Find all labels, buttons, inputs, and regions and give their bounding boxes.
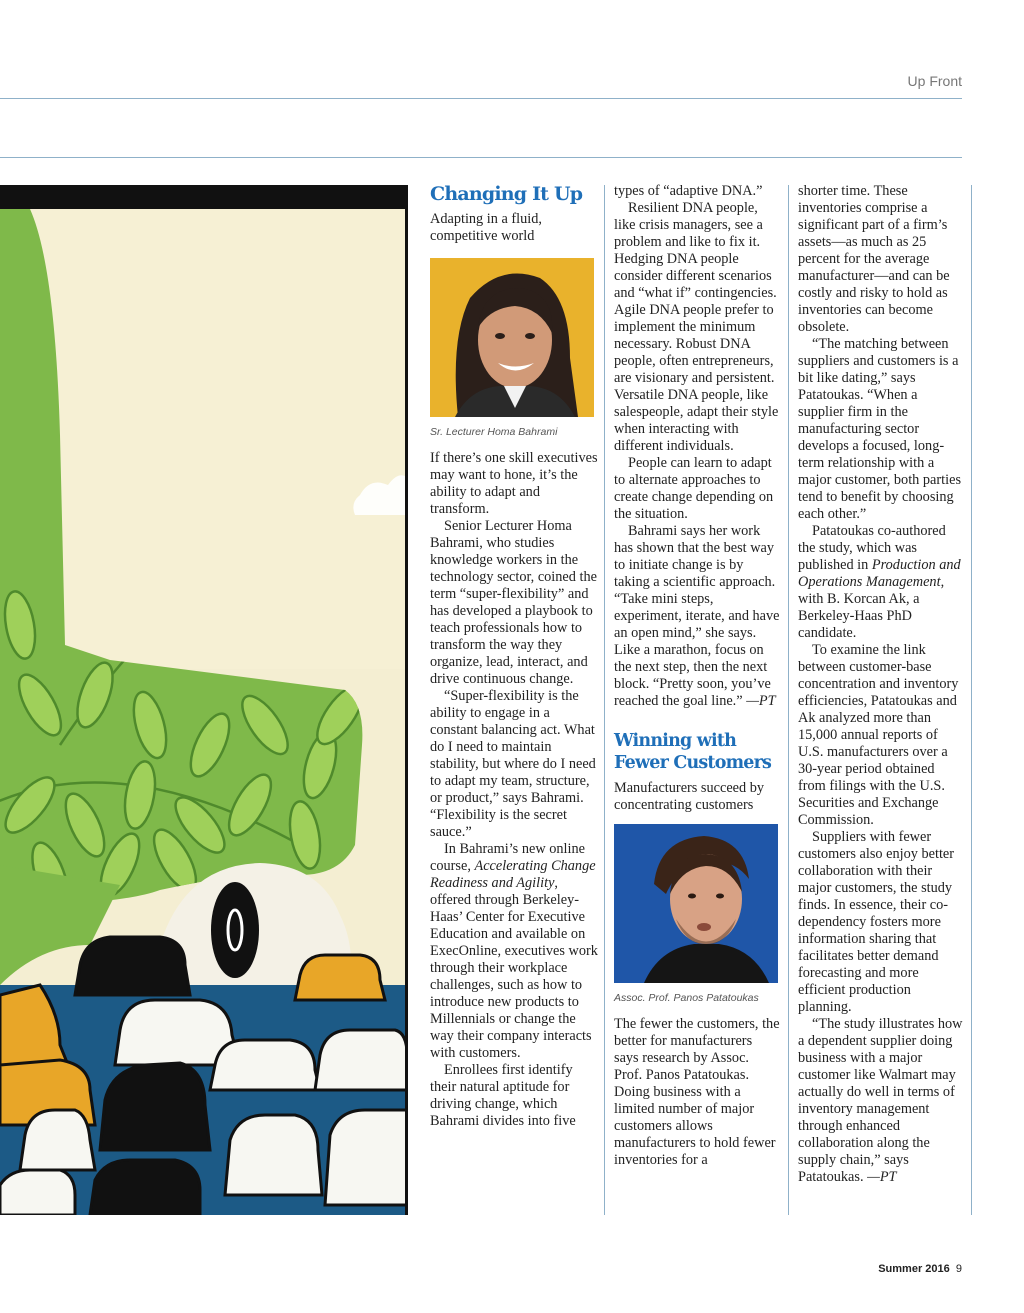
- article2-dek: Manufacturers succeed by concentrating customers: [614, 780, 765, 813]
- article1-paragraph: If there’s one skill executives may want to hone, it’s the ability to adapt and transform.: [430, 450, 598, 517]
- page-folio: [878, 1263, 962, 1275]
- article1-dek: Adapting in a fluid, competitive world: [430, 211, 542, 244]
- column-divider: [971, 185, 972, 1215]
- article2-paragraph: Suppliers with fewer customers also enjoy better collaboration with their major customers, the study finds. In essence, their co-dependency fosters more information sharing that facilitates better demand forecasting and more efficient production planning.: [798, 829, 955, 1015]
- journal-title: Production and Operations Management: [798, 557, 961, 590]
- page-number: 9: [955, 1263, 962, 1275]
- article2-paragraph: Patatoukas co-authored the study, which was published in Production and Operations Management, with B. Korcan Ak, a Berkeley-Haas PhD candidate.: [798, 523, 961, 641]
- article1-headline: Changing It Up: [430, 183, 583, 205]
- header-rule: [0, 98, 962, 99]
- section-label: Up Front: [907, 73, 962, 89]
- patatoukas-photo: [614, 824, 778, 983]
- column-divider: [604, 185, 605, 1215]
- article2-paragraph: To examine the link between customer-base concentration and inventory efficiencies, Patatoukas and Ak analyzed more than 15,000 annual reports of U.S. manufacturers over a 30-year period obtained from filings with the U.S. Securities and Exchange Commission.: [798, 642, 959, 828]
- patatoukas-photo-caption: Assoc. Prof. Panos Patatoukas: [614, 992, 759, 1004]
- article1-column: [430, 183, 598, 1130]
- article1-paragraph: Senior Lecturer Homa Bahrami, who studies knowledge workers in the technology sector, coined the term “super-flexibility” and has developed a playbook to teach professionals how to transform the way they organize, lead, interact, and drive continuous change.: [430, 518, 597, 687]
- article2-paragraph: shorter time. These inventories comprise a significant part of a firm’s assets—as much as 25 percent for the average manufacturer—and can be costly and risky to hold as inventories can become obsolete.: [798, 183, 950, 335]
- issue-label: Summer 2016: [878, 1263, 950, 1275]
- bahrami-photo: [430, 258, 594, 417]
- article2-headline: Winning with Fewer Customers: [614, 731, 772, 773]
- article-illustration: [0, 185, 407, 1215]
- course-title: Accelerating Change Readiness and Agility: [430, 858, 596, 891]
- article2-paragraph: “The study illustrates how a dependent supplier doing business with a major customer like Walmart may actually do well in terms of inventory management through enhanced collaboration along the supply chain,” says Patatoukas. —PT: [798, 1016, 963, 1185]
- article1-paragraph: Bahrami says her work has shown that the best way to initiate change is by taking a scientific approach. “Take mini steps, experiment, iterate, and have an open mind,” she says. Like a marathon, focus on the next step, then the next block. “Pretty soon, you’ve reached the goal line.” —PT: [614, 523, 780, 709]
- column-divider: [788, 185, 789, 1215]
- bahrami-photo-caption: Sr. Lecturer Homa Bahrami: [430, 426, 558, 438]
- article1-byline: —PT: [746, 693, 776, 709]
- article2-paragraph: The fewer the customers, the better for manufacturers says research by Assoc. Prof. Panos Patatoukas. Doing business with a limited number of major customers allows manufacturers to hold fewer inventories for a: [614, 1016, 780, 1168]
- article2-byline: —PT: [867, 1169, 897, 1185]
- article1-paragraph: “Super-flexibility is the ability to engage in a constant balancing act. What do I need to maintain stability, but where do I need to adapt my team, structure, or product,” says Bahrami. “Flexibility is the secret sauce.”: [430, 688, 596, 840]
- article1-paragraph: Enrollees first identify their natural aptitude for driving change, which Bahrami divides into five: [430, 1062, 576, 1129]
- article1-paragraph: In Bahrami’s new online course, Accelerating Change Readiness and Agility, offered through Berkeley-Haas’ Center for Executive Education and available on ExecOnline, executives work through their workplace challenges, such as how to introduce new products to Millennials or change the way their company interacts with customers.: [430, 841, 598, 1061]
- article1-paragraph: Resilient DNA people, like crisis managers, see a problem and like to fix it. Hedging DNA people consider different scenarios and “what if” contingencies. Agile DNA people prefer to implement the minimum necessary. Robust DNA people, often entrepreneurs, are visionary and persistent. Versatile DNA people, like salespeople, adapt their style when interacting with different individuals.: [614, 200, 779, 454]
- article1-paragraph: types of “adaptive DNA.”: [614, 183, 763, 199]
- article1-paragraph: People can learn to adapt to alternate approaches to create change depending on the situation.: [614, 455, 774, 522]
- illustration-border: [405, 185, 408, 1215]
- article2-paragraph: “The matching between suppliers and customers is a bit like dating,” says Patatoukas. “When a supplier firm in the manufacturing sector develops a focused, long-term relationship with a major customer, both parties tend to benefit by choosing each other.”: [798, 336, 962, 522]
- middle-column: [614, 183, 780, 1169]
- divider-rule: [0, 157, 962, 158]
- article2-column: [798, 183, 964, 1186]
